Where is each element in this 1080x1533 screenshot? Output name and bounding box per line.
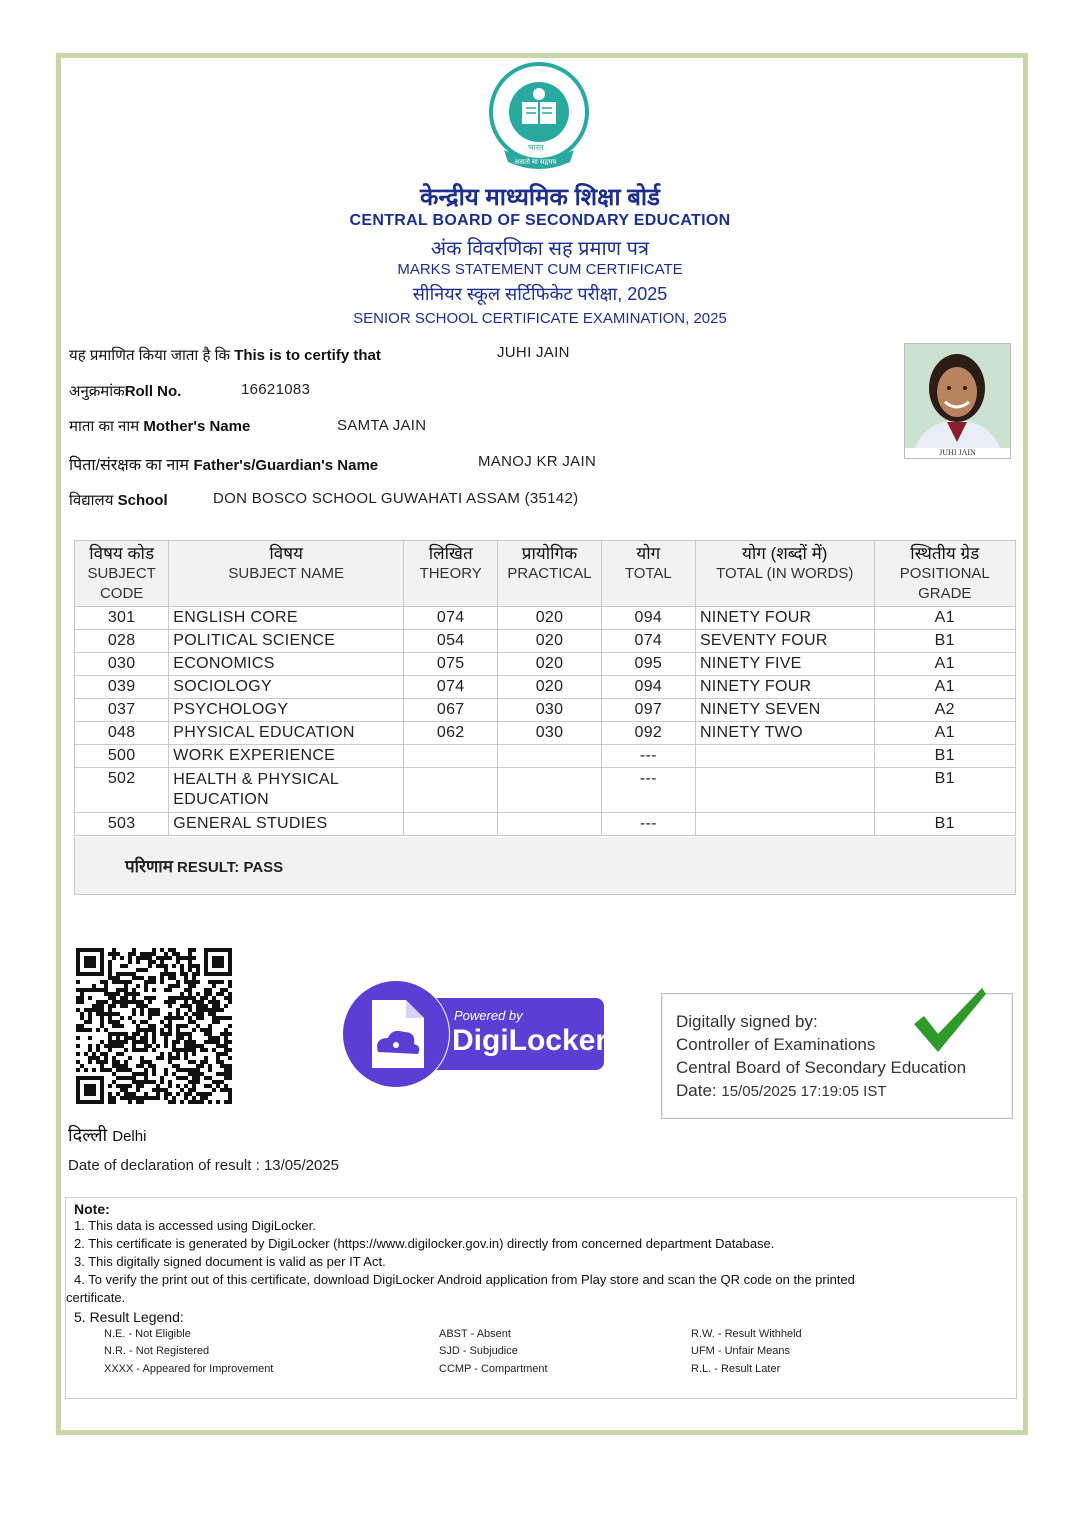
cell-practical: 030 <box>498 699 601 722</box>
cell-total: --- <box>601 745 695 768</box>
place-english: Delhi <box>112 1128 147 1145</box>
cell-practical: 020 <box>498 676 601 699</box>
cell-theory: 062 <box>404 722 498 745</box>
legend-item: N.R. - Not Registered <box>104 1345 210 1357</box>
cell-practical: 020 <box>498 630 601 653</box>
digilocker-powered-by: Powered by <box>454 1008 523 1023</box>
cell-total-words: NINETY FIVE <box>695 653 874 676</box>
cell-total: 095 <box>601 653 695 676</box>
cell-subject: PSYCHOLOGY <box>169 699 404 722</box>
cell-total-words: NINETY FOUR <box>695 607 874 630</box>
cell-total-words <box>695 745 874 768</box>
declaration-label: Date of declaration of result : <box>68 1157 260 1174</box>
header-positional-grade <box>874 541 1015 607</box>
note-item: certificate. <box>66 1290 126 1305</box>
cell-practical <box>498 813 601 836</box>
header-practical <box>498 541 601 607</box>
exam-title-hindi: सीनियर स्कूल सर्टिफिकेट परीक्षा, 2025 <box>412 284 668 304</box>
cell-code: 048 <box>75 722 169 745</box>
cell-code: 500 <box>75 745 169 768</box>
student-photo-image <box>905 344 1010 448</box>
cell-total: 074 <box>601 630 695 653</box>
cell-code: 037 <box>75 699 169 722</box>
cell-subject: WORK EXPERIENCE <box>169 745 404 768</box>
declaration-date <box>68 1157 339 1174</box>
header-total <box>601 541 695 607</box>
header-subject-name <box>169 541 404 607</box>
logo-motto-text: असतो मा सद्गमय <box>514 159 557 166</box>
header-hindi: योग <box>636 544 661 563</box>
cell-subject: ECONOMICS <box>169 653 404 676</box>
cell-subject: GENERAL STUDIES <box>169 813 404 836</box>
digilocker-brand: DigiLocker <box>452 1024 608 1057</box>
legend-item: R.W. - Result Withheld <box>691 1328 802 1340</box>
father-label <box>69 453 378 475</box>
certify-label <box>69 345 381 365</box>
cell-code: 028 <box>75 630 169 653</box>
cell-total-words: NINETY TWO <box>695 722 874 745</box>
table-row <box>75 699 1016 722</box>
cell-practical: 020 <box>498 607 601 630</box>
cell-subject: SOCIOLOGY <box>169 676 404 699</box>
exam-title-english: SENIOR SCHOOL CERTIFICATE EXAMINATION, 2025 <box>353 310 727 327</box>
legend-item: N.E. - Not Eligible <box>104 1328 191 1340</box>
cell-code: 503 <box>75 813 169 836</box>
cell-subject: POLITICAL SCIENCE <box>169 630 404 653</box>
note-item: 3. This digitally signed document is valid as per IT Act. <box>74 1254 386 1269</box>
school-label <box>69 490 168 510</box>
cell-total: --- <box>601 813 695 836</box>
table-row <box>75 676 1016 699</box>
signer-organization: Central Board of Secondary Education <box>676 1058 967 1077</box>
cell-grade: A1 <box>874 722 1015 745</box>
student-photo <box>904 343 1011 459</box>
student-name: JUHI JAIN <box>497 344 570 361</box>
cell-grade: B1 <box>874 768 1015 813</box>
document-cloud-icon <box>364 998 428 1070</box>
cell-code: 502 <box>75 768 169 813</box>
legend-item: SJD - Subjudice <box>439 1345 518 1357</box>
legend-item: ABST - Absent <box>439 1328 511 1340</box>
cell-theory <box>404 768 498 813</box>
legend-item: R.L. - Result Later <box>691 1363 781 1375</box>
cell-grade: B1 <box>874 630 1015 653</box>
photo-caption: JUHI JAIN <box>939 448 976 457</box>
cell-grade: A1 <box>874 607 1015 630</box>
result-row <box>74 837 1016 895</box>
cell-total-words <box>695 813 874 836</box>
legend-item: CCMP - Compartment <box>439 1363 548 1375</box>
header-total-in-words <box>695 541 874 607</box>
digital-signature-box <box>661 993 1013 1119</box>
statement-title-hindi: अंक विवरणिका सह प्रमाण पत्र <box>430 238 650 260</box>
cell-total: 092 <box>601 722 695 745</box>
table-row <box>75 653 1016 676</box>
place <box>68 1123 146 1147</box>
cell-theory: 074 <box>404 676 498 699</box>
cell-subject: ENGLISH CORE <box>169 607 404 630</box>
signature-date-value: 15/05/2025 17:19:05 IST <box>721 1083 887 1100</box>
table-row <box>75 768 1016 813</box>
board-title-english: CENTRAL BOARD OF SECONDARY EDUCATION <box>349 212 731 229</box>
marks-table <box>74 540 1016 836</box>
signer-title: Controller of Examinations <box>676 1035 876 1054</box>
table-row <box>75 630 1016 653</box>
school-label-hindi: विद्यालय <box>69 492 114 509</box>
cell-practical <box>498 745 601 768</box>
note-item: 1. This data is accessed using DigiLocker. <box>74 1218 316 1233</box>
certify-label-hindi: यह प्रमाणित किया जाता है कि <box>69 347 230 364</box>
header-english: SUBJECT NAME <box>228 565 344 582</box>
header-english: SUBJECT CODE <box>87 565 156 602</box>
cell-code: 301 <box>75 607 169 630</box>
place-hindi: दिल्ली <box>68 1125 108 1145</box>
header-hindi: स्थितीय ग्रेड <box>910 544 980 563</box>
roll-number: 16621083 <box>241 381 311 398</box>
legend-item: UFM - Unfair Means <box>691 1345 791 1357</box>
table-row <box>75 813 1016 836</box>
header-subject-code <box>75 541 169 607</box>
table-row <box>75 745 1016 768</box>
result-text <box>125 854 283 877</box>
certify-label-english: This is to certify that <box>234 347 381 364</box>
cell-subject: PHYSICAL EDUCATION <box>169 722 404 745</box>
father-name: MANOJ KR JAIN <box>478 453 597 470</box>
cell-code: 030 <box>75 653 169 676</box>
signed-by-label: Digitally signed by: <box>676 1012 818 1031</box>
cell-total-words: NINETY FOUR <box>695 676 874 699</box>
header-hindi: प्रायोगिक <box>521 544 578 563</box>
note-item: 5. Result Legend: <box>74 1309 184 1325</box>
school-name: DON BOSCO SCHOOL GUWAHATI ASSAM (35142) <box>213 490 579 507</box>
father-label-english: Father's/Guardian's Name <box>193 457 379 474</box>
roll-label <box>69 381 181 401</box>
header-hindi: योग (शब्दों में) <box>742 544 828 563</box>
cell-total-words <box>695 768 874 813</box>
statement-title-english: MARKS STATEMENT CUM CERTIFICATE <box>397 261 683 278</box>
cell-total: 094 <box>601 607 695 630</box>
school-label-english: School <box>117 492 168 509</box>
table-row <box>75 722 1016 745</box>
roll-label-hindi: अनुक्रमांक <box>69 383 125 400</box>
cell-total: 094 <box>601 676 695 699</box>
mother-name: SAMTA JAIN <box>337 417 427 434</box>
header-theory <box>404 541 498 607</box>
cell-theory <box>404 813 498 836</box>
signature-date-label: Date: <box>676 1081 717 1100</box>
mother-label <box>69 416 250 436</box>
qr-code-icon <box>76 948 232 1104</box>
father-label-hindi: पिता/संरक्षक का नाम <box>69 457 189 474</box>
cell-grade: A1 <box>874 676 1015 699</box>
cell-theory: 075 <box>404 653 498 676</box>
cell-practical <box>498 768 601 813</box>
result-value: PASS <box>243 859 284 876</box>
declaration-value: 13/05/2025 <box>263 1157 340 1174</box>
header-hindi: लिखित <box>428 544 473 563</box>
table-header-row <box>75 541 1016 607</box>
header-english: POSITIONAL GRADE <box>899 565 990 602</box>
notes-title: Note: <box>74 1201 110 1217</box>
cell-theory: 054 <box>404 630 498 653</box>
note-item: 2. This certificate is generated by DigiLocker (https://www.digilocker.gov.in) directly from concerned department Database. <box>74 1236 775 1251</box>
header-hindi: विषय कोड <box>89 544 155 563</box>
table-row <box>75 607 1016 630</box>
result-label-english: RESULT: <box>177 859 240 876</box>
roll-label-english: Roll No. <box>124 383 182 400</box>
header-english: THEORY <box>419 565 482 582</box>
cell-total-words: SEVENTY FOUR <box>695 630 874 653</box>
cell-theory: 067 <box>404 699 498 722</box>
mother-label-hindi: माता का नाम <box>69 418 140 435</box>
cell-total: 097 <box>601 699 695 722</box>
header-english: PRACTICAL <box>507 565 592 582</box>
checkmark-icon <box>910 986 990 1058</box>
cell-theory <box>404 745 498 768</box>
cell-code: 039 <box>75 676 169 699</box>
legend-item: XXXX - Appeared for Improvement <box>104 1363 274 1375</box>
signature-date <box>676 1081 887 1101</box>
result-label-hindi: परिणाम <box>125 857 173 876</box>
cell-practical: 020 <box>498 653 601 676</box>
header-english: TOTAL (IN WORDS) <box>716 565 854 582</box>
cell-grade: B1 <box>874 813 1015 836</box>
note-item: 4. To verify the print out of this certificate, download DigiLocker Android application from Play store and scan the QR code on the printed <box>74 1272 855 1287</box>
cell-subject: HEALTH & PHYSICAL EDUCATION <box>169 768 404 813</box>
logo-bharat-text: भारत <box>528 143 544 152</box>
digilocker-badge <box>342 980 606 1088</box>
notes-box <box>65 1197 1017 1399</box>
header-english: TOTAL <box>624 565 672 582</box>
cell-grade: A1 <box>874 653 1015 676</box>
header-hindi: विषय <box>269 544 303 563</box>
mother-label-english: Mother's Name <box>143 418 251 435</box>
cell-grade: B1 <box>874 745 1015 768</box>
cell-grade: A2 <box>874 699 1015 722</box>
board-title-hindi: केन्द्रीय माध्यमिक शिक्षा बोर्ड <box>420 184 660 211</box>
cell-total-words: NINETY SEVEN <box>695 699 874 722</box>
cell-total: --- <box>601 768 695 813</box>
cell-theory: 074 <box>404 607 498 630</box>
cell-practical: 030 <box>498 722 601 745</box>
